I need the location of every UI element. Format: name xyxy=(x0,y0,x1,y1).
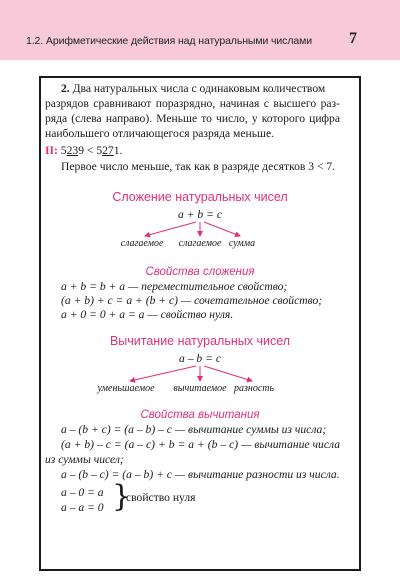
subtraction-property-2a: (a + b) – c = (a – c) + b = a + (b – c) — вычитание числа xyxy=(61,438,340,451)
subtraction-arrow-left xyxy=(130,366,196,381)
rule2-number: 2. xyxy=(61,82,70,95)
addition-term-3: сумма xyxy=(228,238,256,249)
subtraction-property-2b: из суммы чисел; xyxy=(45,453,124,466)
example-marker: II: xyxy=(45,144,58,157)
addition-term-1: слагаемое xyxy=(120,238,164,249)
subtraction-term-2: вычитаемое xyxy=(173,383,227,394)
subtraction-arrow-right xyxy=(204,366,252,381)
addition-title: Сложение натуральных чисел xyxy=(112,190,288,204)
rule2-line2: разрядов сравнивают поразрядно, начиная с высшего раз- xyxy=(45,97,340,110)
subtraction-title: Вычитание натуральных чисел xyxy=(109,334,291,348)
addition-property-2: (a + b) + c = a + (b + c) — сочетательное свойство; xyxy=(61,294,323,307)
zero-line-1: a – 0 = a xyxy=(61,486,104,499)
subtraction-properties-title: Свойства вычитания xyxy=(140,409,260,421)
chapter-title: 1.2. Арифметические действия над натуральными числами xyxy=(26,35,312,47)
addition-property-1: a + b = b + a — переместительное свойство; xyxy=(61,280,288,293)
lhs-underlined-digits: 23 xyxy=(66,144,79,157)
example-explanation: Первое число меньше, так как в разряде десятков 3 < 7. xyxy=(61,160,336,173)
lhs-part-c: 9 xyxy=(78,144,84,157)
addition-term-2: слагаемое xyxy=(178,238,222,249)
lhs-part-a: 5 xyxy=(60,144,67,157)
rhs-underlined-digits: 27 xyxy=(102,144,114,157)
rhs-part-c: 1. xyxy=(113,144,123,157)
subtraction-property-1: a – (b + c) = (a – b) – c — вычитание суммы из числа; xyxy=(61,423,327,436)
rule2-line1-text: Два натуральных числа с одинаковым количеством xyxy=(72,82,326,95)
addition-formula: a + b = c xyxy=(178,208,222,221)
zero-line-2: a – a = 0 xyxy=(61,501,104,514)
rule2-line3: ряда (слева направо). Меньше то число, у которого цифра xyxy=(45,112,340,125)
rule2-line4: наибольшего отличающегося разряда меньше. xyxy=(45,127,274,140)
page-number: 7 xyxy=(349,30,357,47)
addition-arrow-left xyxy=(145,222,196,236)
brace-icon: } xyxy=(112,479,132,514)
zero-property-label: свойство нуля xyxy=(126,491,196,504)
rhs-part-a: 5 xyxy=(96,144,103,157)
comparison-sign: < xyxy=(83,144,97,157)
addition-property-3: a + 0 = 0 + a = a — свойство нуля. xyxy=(61,308,234,321)
subtraction-term-1: уменьшаемое xyxy=(97,383,155,394)
subtraction-property-3: a – (b – c) = (a – b) + c — вычитание разности из числа. xyxy=(61,468,340,481)
addition-properties-title: Свойства сложения xyxy=(145,266,255,278)
subtraction-term-3: разность xyxy=(233,383,275,394)
addition-arrow-right xyxy=(204,222,240,236)
subtraction-formula: a – b = c xyxy=(179,352,221,365)
